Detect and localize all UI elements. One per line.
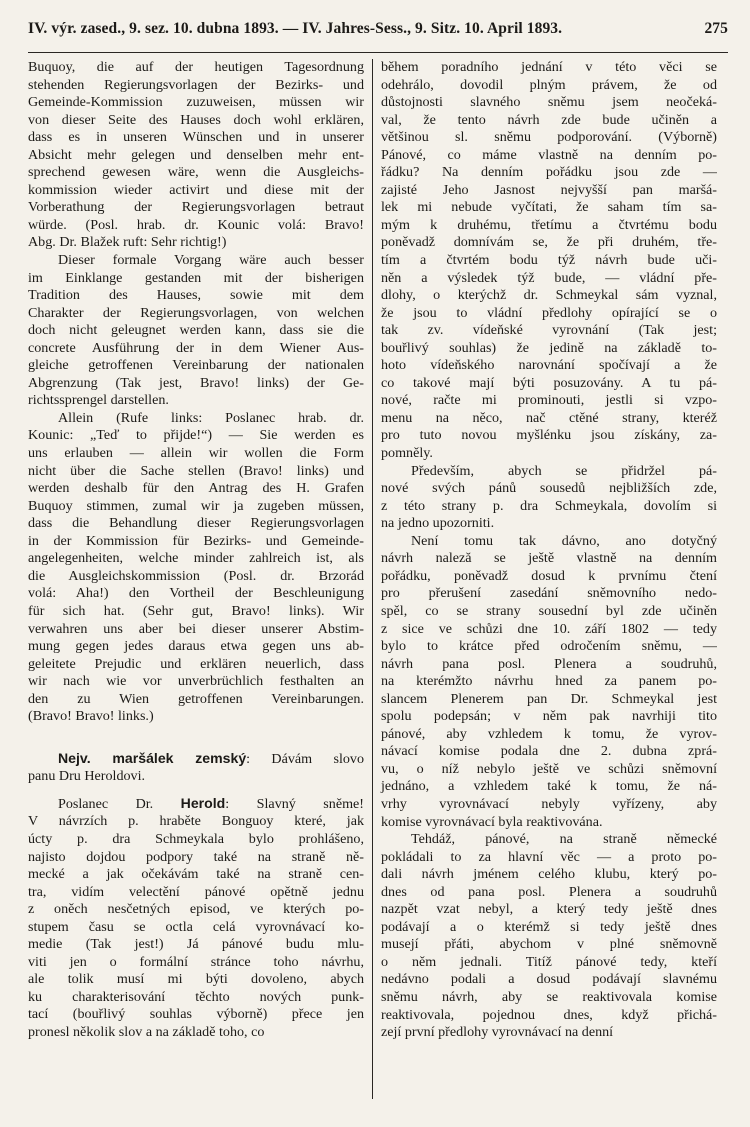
line-text: vu, o níž nebylo ještě ve schůzi sněmovní xyxy=(381,760,717,777)
text-line xyxy=(381,164,717,182)
line-text: nové, račte mi prominouti, jestli si vzpo- xyxy=(381,392,717,409)
text-line xyxy=(28,217,364,235)
line-text: mým k druhému, třetímu a čtvrtému bodu xyxy=(381,216,717,233)
line-text: zajisté Jeho Jasnost nejvyšší pan maršá- xyxy=(381,181,717,198)
line-text: stehenden Regierungsvorlagen der Bezirks- und xyxy=(28,76,364,93)
line-text: komise vyrovnávací byla reaktivována. xyxy=(381,813,603,830)
line-text: gleiche getroffenen Vereinbarung der nationalen xyxy=(28,357,364,374)
text-line xyxy=(381,866,717,884)
line-text: : Slavný sněme! xyxy=(225,795,364,812)
line-text: dnes od pana posl. Plenera a soudruhů xyxy=(381,883,717,900)
line-text: bylo to krátce před odročením sněmu, — xyxy=(381,638,717,655)
text-line xyxy=(381,182,717,200)
text-line xyxy=(381,603,717,621)
text-line xyxy=(28,252,364,270)
line-text: pro tuto novou myšlénku jsou získány, za- xyxy=(381,427,717,444)
text-line xyxy=(28,445,364,463)
line-text: tak zv. vídeňské vyrovnání (Tak jest; xyxy=(381,322,717,339)
text-columns xyxy=(28,59,728,1099)
text-line xyxy=(381,831,717,849)
text-line xyxy=(28,129,364,147)
text-line xyxy=(381,585,717,603)
line-text: z této strany p. dra Schmeykala, dovolím si xyxy=(381,497,717,514)
line-text: Vorberathung der Regierungsvorlagen betraut xyxy=(28,199,364,216)
line-text: Abg. Dr. Blažek ruft: Sehr richtig!) xyxy=(28,234,227,251)
line-text: geleitete Prejudic und erklären neuerlich, dass xyxy=(28,655,364,672)
text-line xyxy=(28,884,364,902)
line-text: kommission wieder activirt und diese mit der xyxy=(28,181,364,198)
text-line xyxy=(28,182,364,200)
text-line xyxy=(28,768,364,786)
text-line xyxy=(28,305,364,323)
text-line xyxy=(381,796,717,814)
text-line xyxy=(381,673,717,691)
line-text: návrh pana posl. Plenera a soudruhů, xyxy=(381,655,717,672)
line-text: val, že tento návrh zde bude učiněn a xyxy=(381,111,717,128)
line-text: pořádku, poněvadž dosud k prvnímu čtení xyxy=(381,567,717,584)
line-text: Dieser formale Vorgang wäre auch besser xyxy=(58,252,364,269)
line-text: návací komise podala dne 2. dubna zprá- xyxy=(381,743,717,760)
line-text: lek mi nebude vyčítati, že saham tím sa- xyxy=(381,199,717,216)
text-line xyxy=(381,357,717,375)
text-line xyxy=(28,866,364,884)
line-text: spolu podepsán; v něm pak navrhiji tito xyxy=(381,708,717,725)
line-text: den zu Wien getroffenen Vereinbarungen. xyxy=(28,690,364,707)
line-text: ku charakterisování těchto nových punk- xyxy=(28,988,364,1005)
line-text: hoto vídeňského narovnání spočívají a že xyxy=(381,357,717,374)
line-text: spěl, co se strany sousední byl zde učiněn xyxy=(381,602,717,619)
text-line xyxy=(28,340,364,358)
text-line xyxy=(28,498,364,516)
line-text: pro přerušení zasedání sněmovního nedo- xyxy=(381,585,717,602)
text-line xyxy=(28,708,364,726)
text-line xyxy=(381,814,717,832)
line-text: menu na něco, nač ctěné strany, kteréž xyxy=(381,409,717,426)
line-text: Pánové, co máme vlastně na denním po- xyxy=(381,146,717,163)
text-line xyxy=(381,1007,717,1025)
line-text: nicht über die Sache stellen (Bravo! links) und xyxy=(28,462,364,479)
text-line xyxy=(28,77,364,95)
text-line xyxy=(381,305,717,323)
line-text: Gemeinde-Kommission zuzuweisen, müssen wir xyxy=(28,94,364,111)
line-text: na jedno upozorniti. xyxy=(381,515,495,532)
text-line xyxy=(28,954,364,972)
text-line xyxy=(28,795,364,814)
line-text: V návrzích p. hraběte Bonguoy které, jak xyxy=(28,813,364,830)
text-line xyxy=(28,971,364,989)
text-line xyxy=(28,322,364,340)
text-line xyxy=(381,708,717,726)
line-text: Tradition des Hauses, sowie mit dem xyxy=(28,287,364,304)
text-line xyxy=(28,989,364,1007)
speaker-name: Nejv. maršálek zemský xyxy=(58,749,247,766)
line-text: mecké a jak očekávám také na straně cen- xyxy=(28,866,364,883)
line-text: werden deshalb für den Antrag des H. Grafen xyxy=(28,480,364,497)
line-text: Není tomu tak dávno, ano dotyčný xyxy=(411,532,717,549)
line-text: Buquoy, die auf der heutigen Tagesordnung xyxy=(28,59,364,75)
text-line xyxy=(381,234,717,252)
line-text: mung gegen jedes daraus etwa gegen uns ab- xyxy=(28,638,364,655)
page-header xyxy=(28,20,728,46)
text-line xyxy=(28,673,364,691)
line-text: podávají a o kterémž si tedy ještě dnes xyxy=(381,918,717,935)
text-line xyxy=(28,831,364,849)
line-text: angelegenheiten, welche minder zahlreich ist, als xyxy=(28,550,364,567)
line-text: bouřlivý souhlas) že jedině na základě to- xyxy=(381,339,717,356)
text-line xyxy=(381,884,717,902)
line-text: nové svých pánů sousedů nejbližších zde, xyxy=(381,480,717,497)
text-line xyxy=(28,849,364,867)
text-line xyxy=(28,691,364,709)
paragraph-gap xyxy=(28,726,364,750)
text-line xyxy=(381,691,717,709)
line-text: : Dávám slovo xyxy=(246,750,365,767)
text-line xyxy=(381,217,717,235)
line-text: sněmu návrh, aby se reaktivovala komise xyxy=(381,988,717,1005)
line-text: z oněch nesčetných episod, ve kterých po- xyxy=(28,901,364,918)
line-text: stupem času se octla celá vyrovnávací ko- xyxy=(28,918,364,935)
line-text: wir nach wie vor unverbrüchlich festhalten an xyxy=(28,673,364,690)
line-text: uns erlauben — allein wir wollen die Form xyxy=(28,445,364,462)
line-text: že jsou to vládní předlohy opírající se o xyxy=(381,304,717,321)
text-line xyxy=(28,936,364,954)
line-text: ale tolik musí mi býti dovoleno, abych xyxy=(28,971,364,988)
text-line xyxy=(381,340,717,358)
text-line xyxy=(28,480,364,498)
page-number: 275 xyxy=(704,20,728,37)
text-line xyxy=(28,463,364,481)
line-text: Allein (Rufe links: Poslanec hrab. dr. xyxy=(58,409,364,426)
line-text: für sich hat. (Sehr gut, Bravo! links). Wir xyxy=(28,602,364,619)
line-text: slancem Plenerem pan Dr. Schmeykal jest xyxy=(381,690,717,707)
line-text: viti jen o formální stránce toho návrhu, xyxy=(28,953,364,970)
text-line xyxy=(381,427,717,445)
text-line xyxy=(381,901,717,919)
line-text: doch nicht geleugnet werden kann, dass sie die xyxy=(28,322,364,339)
text-line xyxy=(381,498,717,516)
line-text: dass die Behandlung dieser Regierungsvorlagen xyxy=(28,515,364,532)
line-text: Buquoy stimmen, zumal wir ja zugeben müssen, xyxy=(28,497,364,514)
text-line xyxy=(28,164,364,182)
text-line xyxy=(28,1006,364,1024)
text-line xyxy=(381,252,717,270)
line-text: pokládali to za hlavní věc — a proto po- xyxy=(381,848,717,865)
text-line xyxy=(381,533,717,551)
text-line xyxy=(28,656,364,674)
text-line xyxy=(381,445,717,463)
text-line xyxy=(381,410,717,428)
text-line xyxy=(381,270,717,288)
line-text: důstojnosti slavného sněmu jsem neočeká- xyxy=(381,94,717,111)
running-head: IV. výr. zased., 9. sez. 10. dubna 1893. — IV. Jahres-Sess., 9. Sitz. 10. April 1893. xyxy=(28,20,563,37)
line-text: úcty p. dra Schmeykala bylo prohlášeno, xyxy=(28,830,364,847)
line-text: Především, abych se přidržel pá- xyxy=(411,462,717,479)
line-text: na kterémžto návrhu hned za panem po- xyxy=(381,673,717,690)
line-text: z sice ve schůzi dne 10. září 1802 — tedy xyxy=(381,620,717,637)
line-text: Kounic: „Teď to přijde!“) — Sie werden es xyxy=(28,427,364,444)
line-text: Tehdáž, pánové, na straně německé xyxy=(411,831,717,848)
line-text: poněvadž domnívám se, že při druhém, tře- xyxy=(381,234,717,251)
text-line xyxy=(381,936,717,954)
line-text: richtssprengel darstellen. xyxy=(28,392,169,409)
text-line xyxy=(381,954,717,972)
line-text: během poradního jednání v této věci se xyxy=(381,59,717,75)
text-line xyxy=(381,971,717,989)
text-line xyxy=(381,147,717,165)
text-line xyxy=(381,59,717,77)
line-text: najisto dojdou podpory také na straně ně- xyxy=(28,848,364,865)
line-text: něn a výsledek týž bude, — vládní pře- xyxy=(381,269,717,286)
line-text: o něm jednali. Titíž pánové tedy, kteří xyxy=(381,953,717,970)
text-line xyxy=(381,568,717,586)
text-line xyxy=(28,392,364,410)
text-line xyxy=(381,463,717,481)
text-line xyxy=(381,1024,717,1042)
text-line xyxy=(381,621,717,639)
text-line xyxy=(381,515,717,533)
paragraph-gap xyxy=(28,786,364,795)
text-line xyxy=(381,480,717,498)
line-text: Absicht mehr gelegen und denselben mehr ent- xyxy=(28,146,364,163)
text-line xyxy=(28,1024,364,1042)
text-line xyxy=(28,750,364,769)
text-line xyxy=(28,112,364,130)
text-line xyxy=(381,112,717,130)
text-line xyxy=(381,375,717,393)
line-text: nazpět vzat nebyl, a který tedy ještě dnes xyxy=(381,901,717,918)
text-line xyxy=(28,603,364,621)
text-line xyxy=(28,94,364,112)
text-line xyxy=(381,287,717,305)
line-text: pánové, aby vzhledem k tomu, že vyrov- xyxy=(381,725,717,742)
line-text: návrh naleză se ještě vlastně na denním xyxy=(381,550,717,567)
left-column xyxy=(28,59,370,1099)
line-text: dlohy, o kterýchž dr. Schmeykal sám vyznal, xyxy=(381,287,717,304)
line-text: co takové mají býti posuzovány. A tu pá- xyxy=(381,374,717,391)
text-line xyxy=(28,585,364,603)
text-line xyxy=(28,638,364,656)
text-line xyxy=(28,199,364,217)
line-text: reaktivovala, pojednou dnes, když přichá- xyxy=(381,1006,717,1023)
header-rule xyxy=(28,52,728,53)
line-text: sprechend gewesen wäre, wenn die Ausgleichs- xyxy=(28,164,364,181)
line-text: Charakter der Regierungsvorlagen, von welchen xyxy=(28,304,364,321)
line-text: většinou sl. sněmu podporování. (Výborně) xyxy=(381,129,717,146)
text-line xyxy=(28,375,364,393)
text-line xyxy=(381,726,717,744)
line-text: (Bravo! Bravo! links.) xyxy=(28,708,154,725)
line-text: würde. (Posl. hrab. dr. Kounic volá: Bravo! xyxy=(28,216,364,233)
text-line xyxy=(28,147,364,165)
text-line xyxy=(381,94,717,112)
text-line xyxy=(381,550,717,568)
line-text: dali návrh jménem celého klubu, který po- xyxy=(381,866,717,883)
line-text: concrete Ausführung der in dem Wiener Aus- xyxy=(28,339,364,356)
text-line xyxy=(381,989,717,1007)
text-line xyxy=(381,638,717,656)
line-text: dass es in unseren Wünschen und in unserer xyxy=(28,129,364,146)
line-text: tací (bouřlivý souhlas výborně) přece jen xyxy=(28,1006,364,1023)
text-line xyxy=(28,813,364,831)
line-text: pomněly. xyxy=(381,445,433,462)
line-text: im Einklange gestanden mit der bisherigen xyxy=(28,269,364,286)
text-line xyxy=(381,392,717,410)
text-line xyxy=(28,357,364,375)
text-line xyxy=(381,129,717,147)
line-text: Abgrenzung (Tak jest, Bravo! links) der Ge- xyxy=(28,374,364,391)
text-line xyxy=(28,427,364,445)
line-text: pronesl několik slov a na základě toho, co xyxy=(28,1023,265,1040)
text-line xyxy=(28,270,364,288)
right-column xyxy=(379,59,717,1099)
text-line xyxy=(28,621,364,639)
text-line xyxy=(381,199,717,217)
text-line xyxy=(381,322,717,340)
speaker-title: Poslanec Dr. xyxy=(58,795,181,812)
line-text: tím a čtvrtém bodu týž návrh bude uči- xyxy=(381,252,717,269)
line-text: odehrálo, dovodil plným právem, že od xyxy=(381,76,717,93)
text-line xyxy=(28,410,364,428)
speaker-name: Herold xyxy=(180,794,226,811)
line-text: musejí přáti, abychom v plné sněmovně xyxy=(381,936,717,953)
text-line xyxy=(28,59,364,77)
text-line xyxy=(28,919,364,937)
text-line xyxy=(28,515,364,533)
text-line xyxy=(381,656,717,674)
line-text: die Ausgleichskommission (Posl. dr. Brzorád xyxy=(28,567,364,584)
line-text: von dieser Seite des Hauses doch wohl erklären, xyxy=(28,111,364,128)
line-text: in der Kommission für Bezirks- und Gemeinde- xyxy=(28,532,364,549)
text-line xyxy=(381,743,717,761)
column-divider xyxy=(372,59,373,1099)
line-text: zejí první předlohy vyrovnávací na denní xyxy=(381,1024,614,1041)
text-line xyxy=(28,568,364,586)
line-text: vrhy vyrovnávací nebyly vyřízeny, aby xyxy=(381,795,717,812)
text-line xyxy=(381,761,717,779)
line-text: jednáno, a vzhledem také k tomu, že ná- xyxy=(381,778,717,795)
line-text: řádku? Na denním pořádku jsou zde — xyxy=(381,164,717,181)
text-line xyxy=(381,919,717,937)
line-text: medie (Tak jest!) Já pánové budu mlu- xyxy=(28,936,364,953)
text-line xyxy=(28,533,364,551)
line-text: nedávno podali a dosud podávají slavnému xyxy=(381,971,717,988)
text-line xyxy=(28,234,364,252)
line-text: panu Dru Heroldovi. xyxy=(28,768,146,785)
text-line xyxy=(381,778,717,796)
text-line xyxy=(28,287,364,305)
text-line xyxy=(28,550,364,568)
text-line xyxy=(28,901,364,919)
line-text: volá: Aha!) den Vortheil der Beschleunigung xyxy=(28,585,364,602)
text-line xyxy=(381,77,717,95)
line-text: verwahren uns aber bei dieser unserer Abstim- xyxy=(28,620,364,637)
line-text: tra, vidím velectění pánové opětně jednu xyxy=(28,883,364,900)
text-line xyxy=(381,849,717,867)
